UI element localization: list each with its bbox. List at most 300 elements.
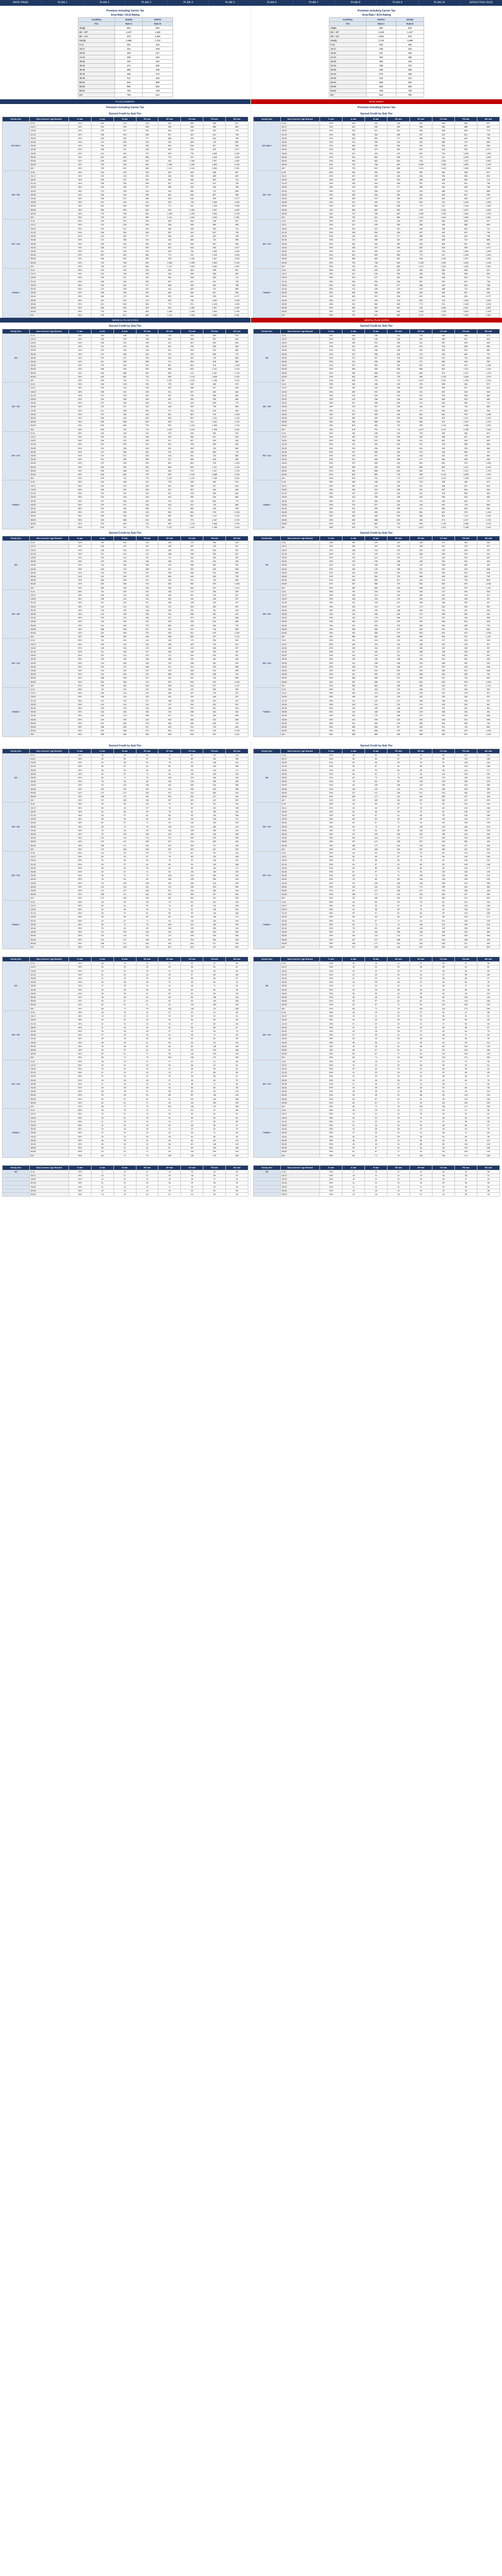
age-bracket-cell: 15-17 [280,174,320,178]
table-row [254,688,500,692]
percent-rate-cell: 25% [69,503,91,507]
rate-fm-cell: 302 [203,703,226,706]
rate-sp-cell: 561 [410,511,432,514]
rate-ch-cell: 303 [432,847,455,851]
age-bracket-cell: 0-14 [29,753,69,757]
rate-b-cell: 48 [113,1094,136,1097]
rate-sp-cell: 561 [158,462,181,465]
rate-ch-cell: 634 [181,635,203,639]
table-row [3,390,248,394]
rate-b-cell: 297 [113,405,136,409]
percent-rate-cell: 20% [69,238,91,242]
rate-ee-cell: 71 [387,821,410,825]
rate-a-cell: 274 [343,238,365,242]
rate-ch-cell: 95 [181,1048,203,1052]
rate-fm-cell: 559 [454,394,477,397]
grid-header-cell: Family Size [3,117,30,122]
rate-ee-cell: 269 [136,182,158,186]
rate-fm-cell: 937 [203,684,226,687]
rate-fm-cell: 64 [203,981,226,984]
rate-ee-cell: 61 [136,1048,158,1052]
grid4-right-table [253,749,500,950]
percent-rate-cell: 15% [69,832,91,836]
age-bracket-cell: 60-63 [280,163,320,167]
rate-sp-cell: 302 [158,386,181,390]
rate-ch-cell: 734 [181,249,203,253]
rate-fm-cell: 875 [454,582,477,586]
rate-ch-cell: 139 [432,878,455,881]
age-bracket-cell: 60-63 [29,844,69,847]
rate-a-cell: 510 [91,155,113,159]
summary-tier-label: 30-34 [78,64,115,68]
rate-fm-cell: 360 [454,840,477,844]
percent-rate-cell: 10% [69,163,91,167]
rate-b-cell: 209 [365,718,387,721]
rate-b-cell: 254 [365,231,387,234]
rate-fm-cell: 976 [203,462,226,465]
rate-a-cell: 20 [91,969,113,973]
rate-mx-cell: 327 [477,642,499,646]
grid-header-cell: FM rate [454,117,477,122]
rate-fm-cell: 293 [454,650,477,654]
age-bracket-cell: 0-14 [280,688,320,692]
table-row [254,356,500,360]
summary-row [329,39,424,43]
rate-sp-cell: 918 [158,257,181,261]
rate-fm-cell: 1,786 [454,428,477,431]
rate-fm-cell: 360 [203,791,226,795]
rate-ch-cell: 974 [181,518,203,522]
rate-fm-cell: 55 [203,1022,226,1026]
rate-a-cell: 753 [91,167,113,170]
summary-rate-a: 443 [366,76,396,80]
rate-sp-cell: 163 [410,646,432,650]
table-row [3,714,248,718]
rate-ch-cell: 661 [181,511,203,514]
rate-b-cell: 308 [365,726,387,729]
rate-sp-cell: 257 [410,799,432,802]
summary-rate-b: 274 [396,64,424,68]
rate-ch-cell: 1,130 [432,424,455,428]
table-row [3,254,248,257]
rate-ch-cell: 172 [181,590,203,593]
rate-a-cell: 204 [91,170,113,174]
rate-a-cell: 27 [91,1131,113,1135]
table-row [254,167,500,170]
rate-ch-cell: 303 [181,799,203,802]
rate-sp-cell: 68 [158,1044,181,1048]
table-row [3,306,248,309]
rate-fm-cell: 635 [203,673,226,676]
rate-sp-cell: 346 [158,129,181,133]
table-row [3,1128,248,1131]
age-bracket-cell: 18-20 [29,488,69,491]
family-size-cell: EE + CH [3,1060,30,1109]
rate-ch-cell: 110 [432,772,455,776]
table-row [3,1071,248,1075]
rate-ee-cell: 28 [136,981,158,984]
rate-fm-cell: 254 [203,688,226,692]
rate-mx-cell: 1,077 [477,295,499,298]
rate-a-cell: 137 [91,840,113,844]
rate-ch-cell: 48 [181,984,203,988]
family-size-cell: EE + SP [3,590,30,639]
rate-sp-cell: 80 [410,765,432,768]
table-row [254,204,500,208]
table-row [3,1048,248,1052]
rate-b-cell: 239 [113,174,136,178]
age-bracket-cell: 0-14 [280,753,320,757]
rate-ee-cell: 89 [136,878,158,881]
percent-rate-cell: 10% [320,791,343,795]
percent-rate-cell: 10% [320,148,343,152]
rate-b-cell: 588 [113,420,136,424]
rate-mx-cell: 855 [226,141,248,144]
rate-a-cell: 36 [91,1090,113,1094]
rate-ch-cell: 205 [181,934,203,938]
rate-fm-cell: 163 [203,1003,226,1007]
table-row [3,1029,248,1033]
age-bracket-cell: 15-17 [29,174,69,178]
table-row [3,473,248,477]
rate-ee-cell: 194 [387,799,410,802]
age-bracket-cell: 25-29 [29,1075,69,1078]
summary-rate-a: 239 [366,47,396,51]
rate-a-cell: 204 [343,268,365,272]
percent-rate-cell: 20% [69,1097,91,1101]
percent-rate-cell: 20% [69,431,91,435]
percent-rate-cell: 15% [320,605,343,608]
rate-ee-cell: 51 [136,1094,158,1097]
percent-rate-cell: 25% [320,306,343,309]
percent-rate-cell: 15% [69,635,91,639]
age-bracket-cell: 45-49 [280,201,320,204]
rate-b-cell: 731 [365,379,387,383]
rate-ee-cell: 76 [136,1007,158,1010]
table-row [3,904,248,907]
rate-fm-cell: 527 [454,386,477,390]
age-bracket-cell: 15-17 [280,593,320,597]
rate-fm-cell: 1,668 [454,522,477,525]
percent-rate-cell: 10% [320,545,343,548]
grid4-right [251,742,502,950]
summary-rate-b: 550 [143,80,173,85]
rate-fm-cell: 429 [454,665,477,669]
rate-ee-cell: 181 [136,893,158,896]
table-row [3,597,248,601]
percent-rate-cell: 25% [69,1112,91,1116]
rate-ee-cell: 774 [136,525,158,529]
rate-a-cell: 115 [343,654,365,658]
age-bracket-cell: 40-44 [280,780,320,784]
rate-mx-cell: 1,703 [477,518,499,522]
grid-header-cell: Sub-Covered / Age Bracket [29,536,69,541]
rate-fm-cell: 909 [454,197,477,201]
age-bracket-cell: 64+ [280,847,320,851]
rate-b-cell: 104 [365,688,387,692]
age-bracket-cell: 18-20 [29,178,69,182]
rate-mx-cell: 637 [477,268,499,272]
rate-sp-cell: 368 [410,283,432,287]
percent-rate-cell: 15% [320,631,343,635]
table-row [3,1112,248,1116]
grid-header-cell: A rate [343,329,365,334]
rate-ee-cell: 249 [387,398,410,401]
rate-a-cell: 355 [91,586,113,590]
table-row [3,1026,248,1029]
rate-fm-cell: 937 [203,586,226,590]
rate-ee-cell: 692 [387,159,410,163]
rate-fm-cell: 144 [203,818,226,821]
rate-ee-cell: 394 [387,295,410,298]
rate-ch-cell: 165 [432,784,455,787]
table-row [254,624,500,627]
rate-ch-cell: 89 [432,855,455,859]
table-row [254,799,500,802]
rate-mx-cell: 758 [477,186,499,189]
percent-rate-cell: 25% [320,946,343,949]
grid2-left-subtitle: Earned Credit by Sub-Tier [109,324,142,328]
rate-fm-cell: 163 [203,919,226,923]
rate-b-cell: 330 [113,242,136,246]
table-row [3,450,248,454]
rate-a-cell: 93 [343,784,365,787]
rate-ch-cell: 205 [181,885,203,889]
rate-fm-cell: 512 [454,571,477,574]
rate-ch-cell: 974 [181,469,203,473]
rate-ch-cell: 231 [432,608,455,612]
rate-ch-cell: 291 [181,567,203,571]
rate-mx-cell: 855 [226,238,248,242]
rate-b-cell: 74 [113,776,136,779]
rate-fm-cell: 512 [203,669,226,673]
percent-rate-cell: 10% [69,564,91,567]
rate-ch-cell: 110 [432,919,455,923]
rate-a-cell: 108 [343,597,365,601]
rate-a-cell: 53 [91,813,113,817]
grid-header-cell: CH rate [432,536,455,541]
rate-mx-cell: 2,195 [226,163,248,167]
rate-mx-cell: 1,703 [477,420,499,424]
rate-b-cell: 335 [365,507,387,510]
rate-mx-cell: 289 [477,930,499,934]
rate-mx-cell: 2,195 [226,261,248,264]
age-bracket-cell: 25-29 [29,654,69,658]
rate-ch-cell: 440 [432,401,455,405]
table-row [3,784,248,787]
percent-rate-cell: 25% [69,295,91,298]
rate-sp-cell: 311 [158,439,181,443]
grid-header-cell: A rate [91,536,113,541]
table-row [3,627,248,631]
rate-b-cell: 183 [365,799,387,802]
table-row [3,567,248,571]
percent-rate-cell: 25% [69,714,91,718]
rate-b-cell: 56 [113,859,136,862]
rate-ch-cell: 54 [181,1135,203,1138]
table-row [3,545,248,548]
summary-tier-label: 18-20 [329,51,367,55]
rate-mx-cell: 347 [226,601,248,605]
rate-fm-cell: 244 [454,881,477,885]
percent-rate-cell: 10% [320,155,343,159]
rate-fm-cell: 1,345 [454,302,477,306]
age-bracket-cell: 18-20 [280,761,320,765]
age-bracket-cell: 21-24 [29,394,69,397]
rate-mx-cell: 855 [226,287,248,291]
rate-a-cell: 30 [91,988,113,992]
rate-ch-cell: 634 [181,733,203,737]
rate-ch-cell: 89 [181,904,203,907]
grid3-right [251,530,502,737]
rate-a-cell: 52 [343,859,365,862]
rate-a-cell: 163 [343,714,365,718]
family-size-cell: EE + CH [3,431,30,480]
rate-a-cell: 355 [343,635,365,639]
rate-a-cell: 115 [343,556,365,559]
rate-mx-cell: 243 [226,927,248,930]
table-row [254,268,500,272]
percent-rate-cell: 20% [320,851,343,855]
table-row [254,337,500,341]
age-bracket-cell: 55-59 [29,840,69,844]
rate-fm-cell: 276 [454,545,477,548]
rate-a-cell: 55 [91,768,113,772]
rate-ee-cell: 194 [136,896,158,900]
rate-a-cell: 345 [91,197,113,201]
rate-fm-cell: 650 [203,450,226,454]
rate-ch-cell: 430 [181,673,203,676]
rate-fm-cell: 53 [203,969,226,973]
rate-ee-cell: 623 [387,420,410,424]
rate-ee-cell: 181 [136,844,158,847]
grid-header-cell: A rate [91,329,113,334]
table-row [3,280,248,283]
rate-a-cell: 194 [343,571,365,574]
percent-rate-cell: 20% [69,469,91,473]
rate-ch-cell: 110 [181,772,203,776]
rate-ch-cell: 64 [181,992,203,995]
rate-fm-cell: 293 [203,650,226,654]
age-bracket-cell: 45-49 [29,364,69,367]
rate-sp-cell: 503 [410,729,432,733]
rate-ch-cell: 346 [432,571,455,574]
percent-rate-cell: 15% [69,593,91,597]
rate-ee-cell: 242 [387,492,410,496]
rate-sp-cell: 257 [410,946,432,949]
rate-sp-cell: 76 [158,806,181,810]
rate-sp-cell: 81 [158,1048,181,1052]
rate-mx-cell: 752 [226,673,248,676]
table-row [3,889,248,893]
rate-fm-cell: 1,084 [454,152,477,155]
rate-b-cell: 260 [113,624,136,627]
rate-ee-cell: 423 [387,511,410,514]
rate-mx-cell: 357 [226,703,248,706]
grid-header-cell: EE rate [387,329,410,334]
rate-fm-cell: 132 [454,757,477,761]
rate-b-cell: 100 [113,930,136,934]
rate-a-cell: 370 [343,462,365,465]
table-row [254,249,500,253]
rate-a-cell: 345 [343,197,365,201]
rate-ee-cell: 156 [387,938,410,941]
percent-rate-cell: 10% [320,345,343,349]
rate-ee-cell: 253 [136,223,158,227]
rate-ee-cell: 63 [136,818,158,821]
rate-a-cell: 111 [343,601,365,605]
rate-mx-cell: 193 [226,772,248,776]
rate-ee-cell: 525 [136,367,158,371]
grid-header-cell: EE rate [387,536,410,541]
rate-ch-cell: 592 [181,729,203,733]
percent-rate-cell: 25% [69,695,91,699]
age-bracket-cell: 21-24 [280,345,320,349]
grid-header-row [3,957,248,962]
rate-mx-cell: 893 [226,676,248,680]
rate-mx-cell: 956 [226,242,248,246]
rate-b-cell: 330 [365,242,387,246]
rate-a-cell: 753 [343,216,365,220]
grid1-left-table [2,117,248,318]
rate-sp-cell: 70 [158,753,181,757]
rate-b-cell: 124 [365,703,387,706]
rate-b-cell: 495 [113,367,136,371]
age-bracket-cell: 50-54 [29,934,69,938]
age-bracket-cell: 25-29 [280,235,320,238]
rate-ee-cell: 249 [136,398,158,401]
rate-mx-cell: 637 [226,170,248,174]
percent-rate-cell: 10% [69,1007,91,1010]
rate-b-cell: 443 [365,298,387,302]
rate-a-cell: 62 [343,919,365,923]
rate-ee-cell: 860 [387,167,410,170]
rate-b-cell: 399 [113,462,136,465]
rate-ch-cell: 303 [181,946,203,949]
age-bracket-cell: 50-54 [280,367,320,371]
rate-ch-cell: 95 [432,862,455,866]
rate-b-cell: 120 [113,601,136,605]
rate-ee-cell: 235 [136,341,158,344]
rate-sp-cell: 168 [410,601,432,605]
grid-header-cell: Sub-Covered / Age Bracket [280,117,320,122]
rate-a-cell: 46 [343,802,365,806]
rate-sp-cell: 918 [158,159,181,163]
rate-fm-cell: 56 [203,1075,226,1078]
rate-mx-cell: 144 [226,900,248,904]
rate-ee-cell: 327 [136,676,158,680]
percent-rate-cell: 25% [69,525,91,529]
rate-sp-cell: 105 [158,923,181,926]
rate-a-cell: 129 [91,560,113,564]
rate-b-cell: 21 [113,1015,136,1018]
percent-rate-cell: 10% [69,545,91,548]
table-row [3,480,248,484]
rate-sp-cell: 302 [410,435,432,439]
rate-fm-cell: 976 [203,412,226,416]
rate-ch-cell: 283 [432,844,455,847]
rate-fm-cell: 447 [203,799,226,802]
age-bracket-cell: 55-59 [280,518,320,522]
rate-a-cell: 55 [343,866,365,870]
rate-fm-cell: 512 [203,718,226,721]
rate-fm-cell: 621 [203,182,226,186]
rate-ch-cell: 303 [432,896,455,900]
rate-mx-cell: 113 [226,1138,248,1142]
rate-fm-cell: 754 [454,579,477,582]
rate-ch-cell: 820 [181,465,203,469]
rate-sp-cell: 538 [410,733,432,737]
